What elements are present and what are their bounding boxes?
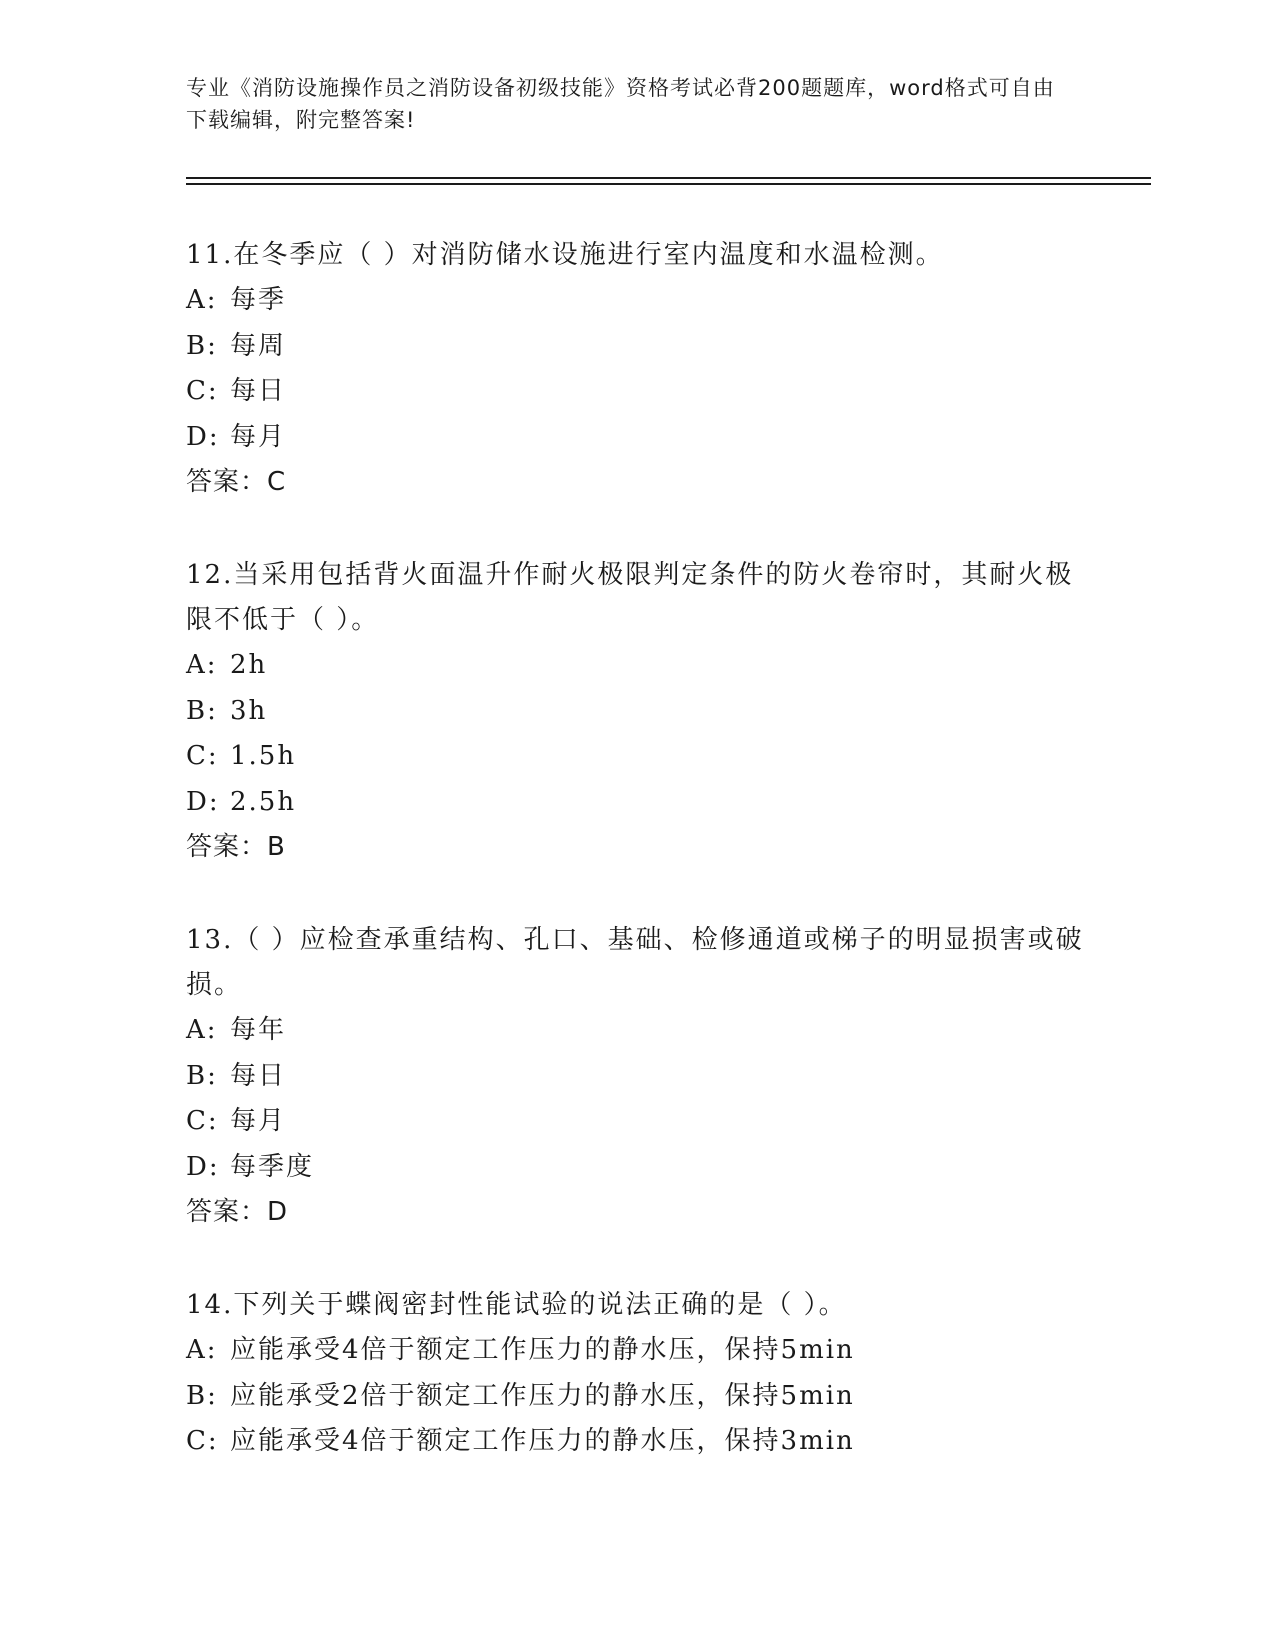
option-text: 3h — [230, 695, 268, 726]
question-14 — [186, 1283, 1086, 1465]
option-a — [186, 1328, 1086, 1374]
option-c — [186, 1419, 1086, 1465]
option-letter: C: — [186, 376, 219, 406]
option-text: 每周 — [230, 330, 287, 361]
option-d — [186, 415, 1086, 461]
option-letter: A: — [186, 285, 218, 315]
option-letter: D: — [186, 421, 220, 452]
header-divider-top — [186, 177, 1151, 179]
question-11 — [186, 233, 1086, 505]
answer-line: 答案：C — [186, 467, 287, 497]
option-text: 每年 — [230, 1015, 287, 1045]
option-a — [186, 1008, 1086, 1054]
option-b — [186, 324, 1086, 370]
option-letter: C: — [186, 1106, 219, 1136]
option-text: 1.5h — [230, 741, 297, 771]
document-header — [186, 72, 1066, 136]
option-letter: A: — [186, 1335, 218, 1365]
option-d — [186, 1145, 1086, 1191]
answer-line: 答案：D — [186, 1197, 289, 1227]
option-a — [186, 643, 1086, 689]
question-stem: 11.在冬季应（ ）对消防储水设施进行室内温度和水温检测。 — [186, 240, 944, 270]
option-text: 应能承受4倍于额定工作压力的静水压，保持3min — [230, 1426, 855, 1456]
option-text: 每季度 — [230, 1151, 315, 1182]
option-b — [186, 1054, 1086, 1100]
header-divider-bottom — [186, 183, 1151, 185]
option-b — [186, 1374, 1086, 1420]
option-letter: D: — [186, 786, 220, 817]
question-12 — [186, 553, 1086, 870]
option-d — [186, 780, 1086, 826]
question-stem: 12.当采用包括背火面温升作耐火极限判定条件的防火卷帘时，其耐火极限不低于（ ）。 — [186, 560, 1074, 635]
option-text: 每月 — [230, 1106, 287, 1136]
option-c — [186, 1099, 1086, 1145]
option-text: 2.5h — [230, 786, 297, 817]
question-stem: 13.（ ）应检查承重结构、孔口、基础、检修通道或梯子的明显损害或破损。 — [186, 925, 1084, 1000]
option-text: 应能承受2倍于额定工作压力的静水压，保持5min — [230, 1380, 855, 1411]
option-a — [186, 278, 1086, 324]
option-letter: D: — [186, 1151, 220, 1182]
answer-line: 答案：B — [186, 832, 286, 862]
option-letter: C: — [186, 741, 219, 771]
question-stem: 14.下列关于蝶阀密封性能试验的说法正确的是（ ）。 — [186, 1290, 847, 1320]
option-text: 每日 — [230, 1060, 287, 1091]
question-list — [186, 233, 1086, 1513]
option-letter: A: — [186, 1015, 218, 1045]
option-text: 每月 — [230, 421, 287, 452]
option-text: 2h — [230, 650, 268, 680]
option-letter: B: — [186, 695, 218, 726]
option-text: 应能承受4倍于额定工作压力的静水压，保持5min — [230, 1335, 855, 1365]
option-text: 每日 — [230, 376, 287, 406]
option-letter: C: — [186, 1426, 219, 1456]
option-c — [186, 734, 1086, 780]
option-text: 每季 — [230, 285, 287, 315]
option-letter: B: — [186, 1060, 218, 1091]
option-letter: B: — [186, 1380, 218, 1411]
header-title: 专业《消防设施操作员之消防设备初级技能》资格考试必背200题题库，word格式可自由下载编辑，附完整答案! — [186, 76, 1055, 132]
option-c — [186, 369, 1086, 415]
option-b — [186, 689, 1086, 735]
question-13 — [186, 918, 1086, 1235]
option-letter: B: — [186, 330, 218, 361]
option-letter: A: — [186, 650, 218, 680]
